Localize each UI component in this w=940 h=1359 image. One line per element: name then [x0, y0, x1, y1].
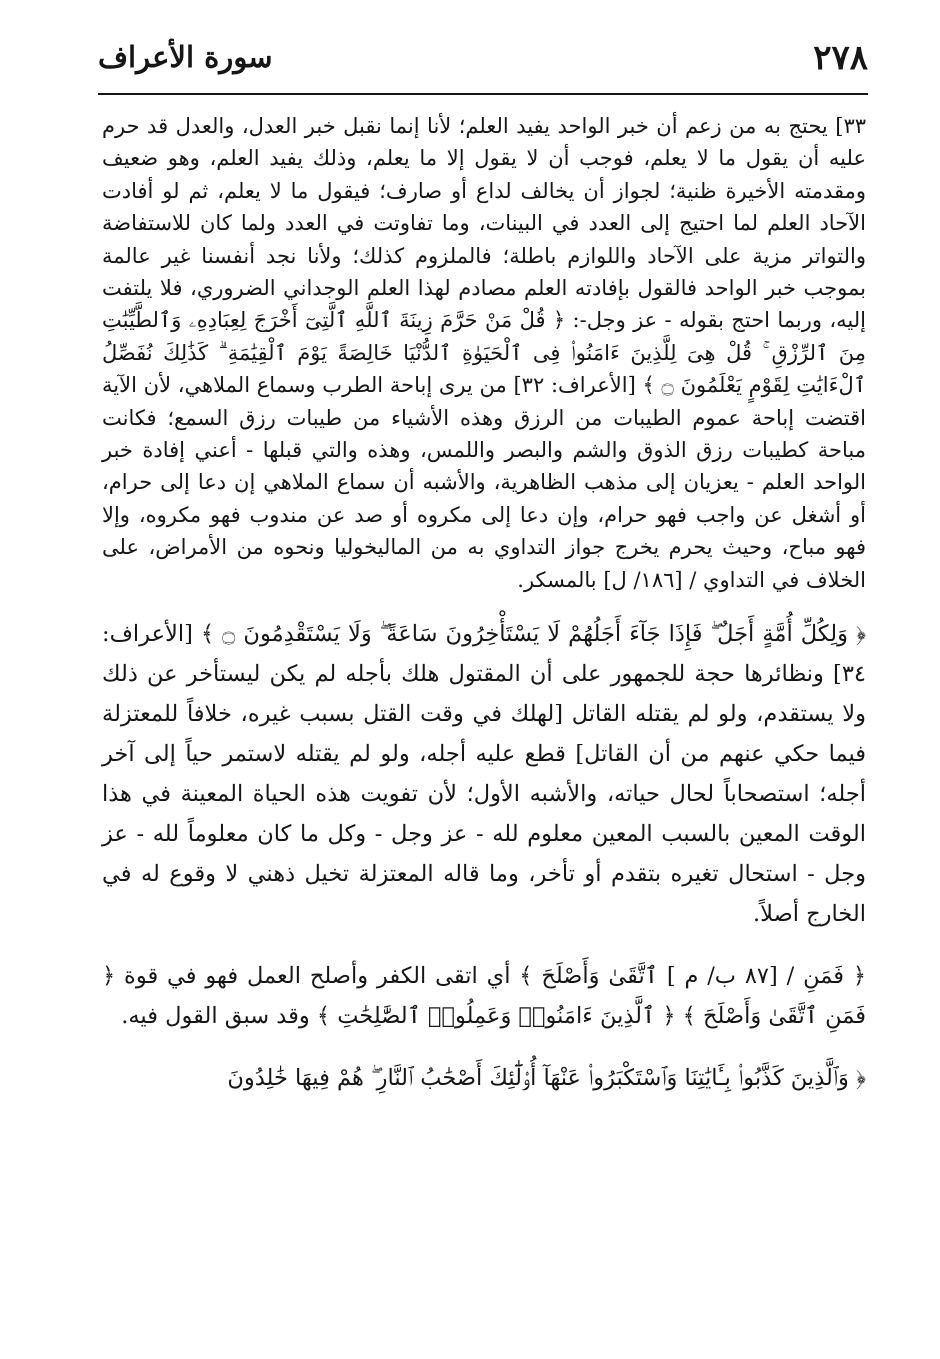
surah-title: سورة الأعراف	[98, 40, 273, 74]
paragraph-verse-36: ﴿ وَٱلَّذِينَ كَذَّبُوا۟ بِـَٔايَٰتِنَا وَٱسْتَكْبَرُوا۟ عَنْهَآ أُو۟لَٰٓئِكَ أَصْحَٰبُ ٱلنَّارِ ۖ هُمْ فِيهَا خَٰلِدُونَ	[227, 1065, 866, 1092]
paragraph-verse-33: ٣٣] يحتج به من زعم أن خبر الواحد يفيد العلم؛ لأنا إنما نقبل خبر العدل، والعدل قد حرم عليه أن يقول ما لا يعلم، فوجب أن لا يقول إلا ما يعلم، وذلك يفيد العلم، وهو ضعيف ومقدمته الأخيرة ظنية؛ لجواز أن يخالف لداع أو صارف؛ فيقول ما لا يعلم، ثم لو أفادت الآحاد العلم لما احتيج إلى العدد في البينات، وما تفاوتت في العدد ولما كان للاستفاضة والتواتر مزية على الآحاد واللوازم باطلة؛ فالملزوم كذلك؛ ولأنا نجد أنفسنا غير عالمة بموجب خبر الواحد فالقول بإفادته العلم مصادم لهذا العلم الوجداني الضروري، فلا يلتفت إليه، وربما احتج بقوله - عز وجل-: ﴿ قُلْ مَنْ حَرَّمَ زِينَةَ ٱللَّهِ ٱلَّتِىٓ أَخْرَجَ لِعِبَادِهِۦ وَٱلطَّيِّبَٰتِ مِنَ ٱلرِّزْقِ ۚ قُلْ هِىَ لِلَّذِينَ ءَامَنُوا۟ فِى ٱلْحَيَوٰةِ ٱلدُّنْيَا خَالِصَةً يَوْمَ ٱلْقِيَٰمَةِ ۗ كَذَٰلِكَ نُفَصِّلُ ٱلْءَايَٰتِ لِقَوْمٍ يَعْلَمُونَ ۝ ﴾ [الأعراف: ٣٢] من يرى إباحة الطرب وسماع الملاهي، لأن الآية اقتضت إباحة عموم الطيبات من الرزق وهذه الأشياء من طيبات رزق السمع؛ فكانت مباحة كطيبات رزق الذوق والشم والبصر واللمس، وهذه والتي قبلها - أعني إفادة خبر الواحد العلم - يعزيان إلى مذهب الظاهرية، والأشبه أن سماع الملاهي إن دعا إلى حرام، أو أشغل عن واجب فهو حرام، وإن دعا إلى مكروه أو صد عن مندوب فهو مكروه، وإلا فهو مباح، وحيث يحرم يخرج جواز التداوي به من الماليخوليا ونحوه من الأمراض، على الخلاف في التداوي / [١٨٦/ ل] بالمسكر.	[102, 114, 867, 592]
page-number: ٢٧٨	[813, 38, 868, 78]
paragraph-verse-35: ﴿ فَمَنِ / [٨٧ ب/ م ] ٱتَّقَىٰ وَأَصْلَحَ ﴾ أي اتقى الكفر وأصلح العمل فهو في قوة ﴿ فَمَنِ ٱتَّقَىٰ وَأَصْلَحَ ﴾ ﴿ ٱلَّذِينَ ءَامَنُوا۟ وَعَمِلُوا۟ ٱلصَّٰلِحَٰتِ ﴾ وقد سبق القول فيه.	[102, 963, 866, 1030]
page-header	[98, 30, 868, 90]
header-divider	[98, 93, 868, 95]
page-body	[102, 110, 866, 1098]
paragraph-verse-34: ﴿ وَلِكُلِّ أُمَّةٍ أَجَلٌ ۖ فَإِذَا جَآءَ أَجَلُهُمْ لَا يَسْتَأْخِرُونَ سَاعَةً ۖ وَلَا يَسْتَقْدِمُونَ ۝ ﴾ [الأعراف: ٣٤] ونظائرها حجة للجمهور على أن المقتول هلك بأجله لم يكن ليستأخر عن ذلك ولا يستقدم، ولو لم يقتله القاتل [لهلك في وقت القتل بسبب غيره، خلافاً للمعتزلة فيما حكي عنهم من أن القاتل] قطع عليه أجله، ولو لم يقتله لاستمر حياً إلى آخر أجله؛ استصحاباً لحال حياته، والأشبه الأول؛ لأن تفويت هذه الحياة المعينة في هذا الوقت المعين بالسبب المعين معلوم لله - عز وجل - وكل ما كان معلوماً لله - عز وجل - استحال تغيره بتقدم أو تأخر، وما قاله المعتزلة تخيل ذهني لا وقوع له في الخارج أصلاً.	[102, 621, 866, 928]
